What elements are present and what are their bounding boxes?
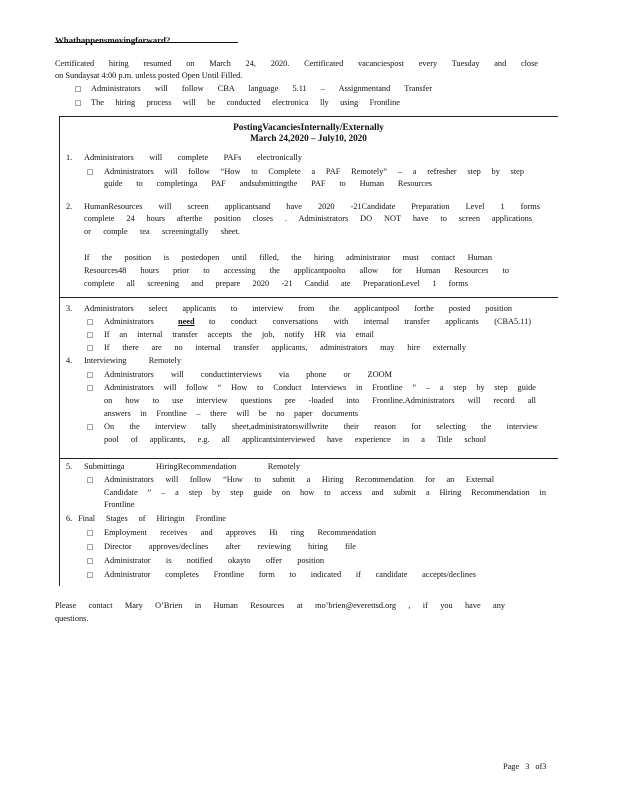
step-3-sub-1-rest: to conduct conversations with internal transfer applicants (CBA5.11) xyxy=(209,317,531,326)
intro-bullet-1: Administrators will follow CBA language 5.11 – Assignmentand Transfer xyxy=(91,84,432,93)
contact-line-2: questions. xyxy=(55,614,89,623)
box-top-border xyxy=(59,116,558,117)
checkbox-bullet-icon: □ xyxy=(86,423,94,431)
step-2-para-2-line-2: Resources48 hours prior to accessing the applicantpoolto allow for Human Resources to xyxy=(84,266,509,275)
step-5-sub-line-1: Administrators will follow “How to submit a Hiring Recommendation for an External xyxy=(104,475,494,484)
checkbox-bullet-icon: □ xyxy=(86,557,94,565)
step-4-sub-1: Administrators will conductinterviews via phone or ZOOM xyxy=(104,370,392,379)
step-3-sub-1-prefix: Administrators xyxy=(104,317,154,326)
step-3-text: Administrators select applicants to interview from the applicantpool forthe posted position xyxy=(84,304,512,313)
step-1-sub-line-2: guide to completinga PAF andsubmittingthe PAF to Human Resources xyxy=(104,179,432,188)
step-3-sub-3: If there are no internal transfer applicants, administrators may hire externally xyxy=(104,343,466,352)
step-6-sub-3: Administrator is notified okayto offer position xyxy=(104,556,324,565)
step-5-sub-line-3: Frontline xyxy=(104,500,135,509)
page-number: Page 3 of3 xyxy=(503,762,547,771)
heading-underline xyxy=(55,42,238,43)
step-number: 6. xyxy=(66,514,73,523)
step-number: 1. xyxy=(66,153,73,162)
step-2-line-3: or comple tea screeningtally sheet. xyxy=(84,227,240,236)
step-6-text: Final Stages of Hiringin Frontline xyxy=(78,514,226,523)
step-2-line-1: HumanResources will screen applicantsand have 2020 -21Candidate Preparation Level 1 forms xyxy=(84,202,540,211)
checkbox-bullet-icon: □ xyxy=(74,85,82,93)
checkbox-bullet-icon: □ xyxy=(86,476,94,484)
step-3-sub-2: If an internal transfer accepts the job, notify HR via email xyxy=(104,330,374,339)
step-6-sub-2: Director approves/declines after reviewing hiring file xyxy=(104,542,356,551)
checkbox-bullet-icon: □ xyxy=(86,543,94,551)
box-title: PostingVacanciesInternally/Externally xyxy=(233,122,384,132)
section-heading: Whathappensmovingforward? xyxy=(55,35,171,45)
step-6-sub-1: Employment receives and approves Hi ring Recommendation xyxy=(104,528,376,537)
step-number: 3. xyxy=(66,304,73,313)
checkbox-bullet-icon: □ xyxy=(86,168,94,176)
step-number: 5. xyxy=(66,462,73,471)
checkbox-bullet-icon: □ xyxy=(86,529,94,537)
box-left-border xyxy=(59,116,60,586)
intro-line-2: on Sundaysat 4:00 p.m. unless posted Open Until Filled. xyxy=(55,71,243,80)
step-1-text: Administrators will complete PAFs electronically xyxy=(84,153,302,162)
checkbox-bullet-icon: □ xyxy=(86,571,94,579)
box-date-range: March 24,2020 – July10, 2020 xyxy=(250,133,367,143)
step-number: 2. xyxy=(66,202,73,211)
step-5-sub-line-2: Candidate ” – a step by step guide on how to access and submit a Hiring Recommendation in xyxy=(104,488,546,497)
box-divider-2 xyxy=(59,458,558,459)
step-2-para-2-line-3: complete all screening and prepare 2020 -21 Candid ate PreparationLevel 1 forms xyxy=(84,279,468,288)
checkbox-bullet-icon: □ xyxy=(86,371,94,379)
step-2-line-2: complete 24 hours afterthe position closes . Administrators DO NOT have to screen applications xyxy=(84,214,532,223)
box-divider-1 xyxy=(59,297,558,298)
checkbox-bullet-icon: □ xyxy=(86,318,94,326)
step-4-sub-3-line-2: pool of applicants, e.g. all applicantsinterviewed have experience in a Title school xyxy=(104,435,486,444)
step-4-sub-2-line-2: on how to use interview questions pre -loaded into Frontline.Administrators will record all xyxy=(104,396,536,405)
step-1-sub-line-1: Administrators will follow “How to Complete a PAF Remotely” – a refresher step by step xyxy=(104,167,524,176)
step-6-sub-4: Administrator completes Frontline form to indicated if candidate accepts/declines xyxy=(104,570,476,579)
step-4-sub-3-line-1: On the interview tally sheet,administratorswillwrite their reason for selecting the interview xyxy=(104,422,538,431)
step-5-text: Submittinga HiringRecommendation Remotely xyxy=(84,462,300,471)
step-3-sub-1-emphasis: need xyxy=(178,317,195,326)
step-4-sub-2-line-1: Administrators will follow “ How to Conduct Interviews in Frontline ” – a step by step guide xyxy=(104,383,536,392)
contact-line-1: Please contact Mary O’Brien in Human Resources at mo’brien@everettsd.org , if you have any xyxy=(55,601,505,610)
checkbox-bullet-icon: □ xyxy=(86,384,94,392)
step-4-text: Interviewing Remotely xyxy=(84,356,181,365)
step-number: 4. xyxy=(66,356,73,365)
intro-bullet-2: The hiring process will be conducted electronica lly using Frontline xyxy=(91,98,400,107)
checkbox-bullet-icon: □ xyxy=(86,344,94,352)
step-4-sub-2-line-3: answers in Frontline – there will be no paper documents xyxy=(104,409,358,418)
checkbox-bullet-icon: □ xyxy=(74,99,82,107)
checkbox-bullet-icon: □ xyxy=(86,331,94,339)
intro-line-1: Certificated hiring resumed on March 24, 2020. Certificated vacanciespost every Tuesday and close xyxy=(55,59,538,68)
step-2-para-2-line-1: If the position is postedopen until filled, the hiring administrator must contact Human xyxy=(84,253,492,262)
